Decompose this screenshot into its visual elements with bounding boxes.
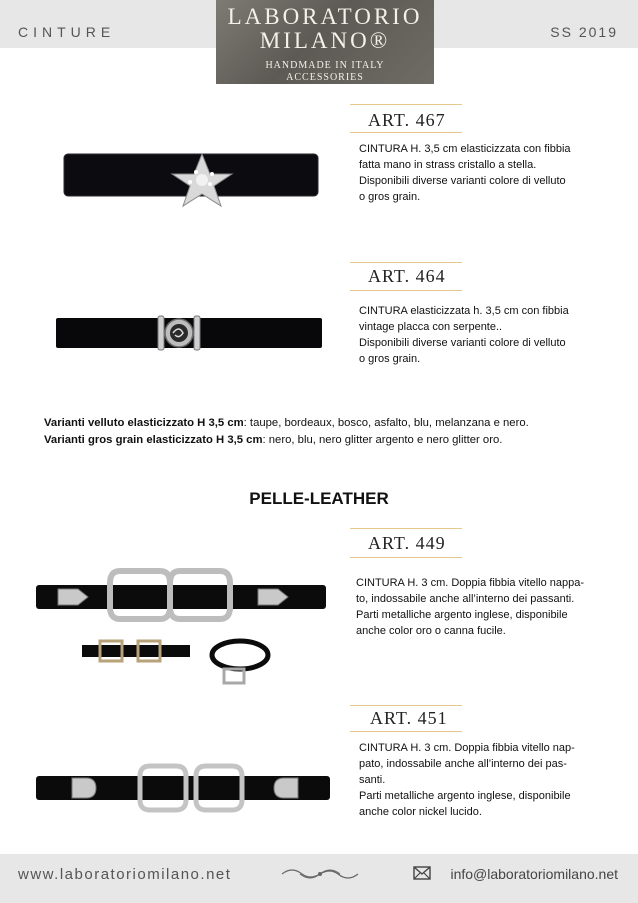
website-link[interactable]: www.laboratoriomilano.net [18,866,232,883]
article-description [359,141,571,205]
brand-logo[interactable] [216,0,434,84]
description-line: anche color oro o canna fucile. [356,625,506,637]
belt-image-star-buckle [60,148,322,228]
description-line: o gros grain. [359,191,421,203]
logo-line-4: ACCESSORIES [286,72,364,83]
article-title: ART. 451 [370,708,448,728]
email-link[interactable]: info@laboratoriomilano.net [450,866,618,882]
logo-line-1: LABORATORIO [227,4,423,29]
article-title: ART. 449 [368,533,446,553]
belt-image-silver-double-buckle [34,762,334,818]
variants-velvet-values: : taupe, bordeaux, bosco, asfalto, blu, melanzana e nero. [243,417,529,429]
belt-image-western-double-buckle [34,563,330,691]
description-line: fatta mano in strass cristallo a stella. [359,159,537,171]
title-rule-bottom [350,557,462,558]
logo-line-2: MILANO® [259,28,391,53]
variants-grosgrain-label: Varianti gros grain elasticizzato H 3,5 cm [44,434,263,446]
variants-velvet-label: Varianti velluto elasticizzato H 3,5 cm [44,417,244,429]
description-line: santi. [359,774,386,786]
season-label: SS 2019 [550,24,618,40]
description-line: Disponibili diverse varianti colore di velluto [359,175,566,187]
title-rule-top [350,705,462,706]
variants-velvet [44,415,529,432]
description-line: pato, indossabile anche all’interno dei pas- [359,758,567,770]
envelope-icon[interactable] [413,866,431,880]
article-description [356,575,584,639]
flourish-ornament-icon [280,864,360,884]
description-line: CINTURA H. 3 cm. Doppia fibbia vitello nappa- [356,577,585,589]
title-rule-bottom [350,290,462,291]
description-line: CINTURA elasticizzata h. 3,5 cm con fibbia [359,305,569,317]
article-description [359,303,569,367]
article-title: ART. 464 [368,266,446,286]
title-rule-top [350,262,462,263]
description-line: to, indossabile anche all’interno dei passanti. [356,593,575,605]
title-rule-bottom [350,132,462,133]
description-line: Parti metalliche argento inglese, disponibile [356,609,568,621]
title-rule-top [350,104,462,105]
description-line: o gros grain. [359,353,421,365]
variants-grosgrain [44,432,529,449]
title-rule-top [350,528,462,529]
description-line: anche color nickel lucido. [359,806,482,818]
description-line: CINTURA H. 3,5 cm elasticizzata con fibbia [359,143,571,155]
description-line: Disponibili diverse varianti colore di velluto [359,337,566,349]
title-rule-bottom [350,731,462,732]
description-line: vintage placca con serpente.. [359,321,503,333]
article-description [359,740,575,820]
variants-note [44,415,529,449]
category-label: CINTURE [18,24,116,40]
logo-line-3: HANDMADE IN ITALY [265,60,385,71]
section-title: PELLE-LEATHER [249,489,389,508]
variants-grosgrain-values: : nero, blu, nero glitter argento e nero glitter oro. [262,434,503,446]
belt-image-serpent-buckle [54,310,326,360]
description-line: CINTURA H. 3 cm. Doppia fibbia vitello nap- [359,742,575,754]
article-title: ART. 467 [368,110,446,130]
description-line: Parti metalliche argento inglese, disponibile [359,790,571,802]
